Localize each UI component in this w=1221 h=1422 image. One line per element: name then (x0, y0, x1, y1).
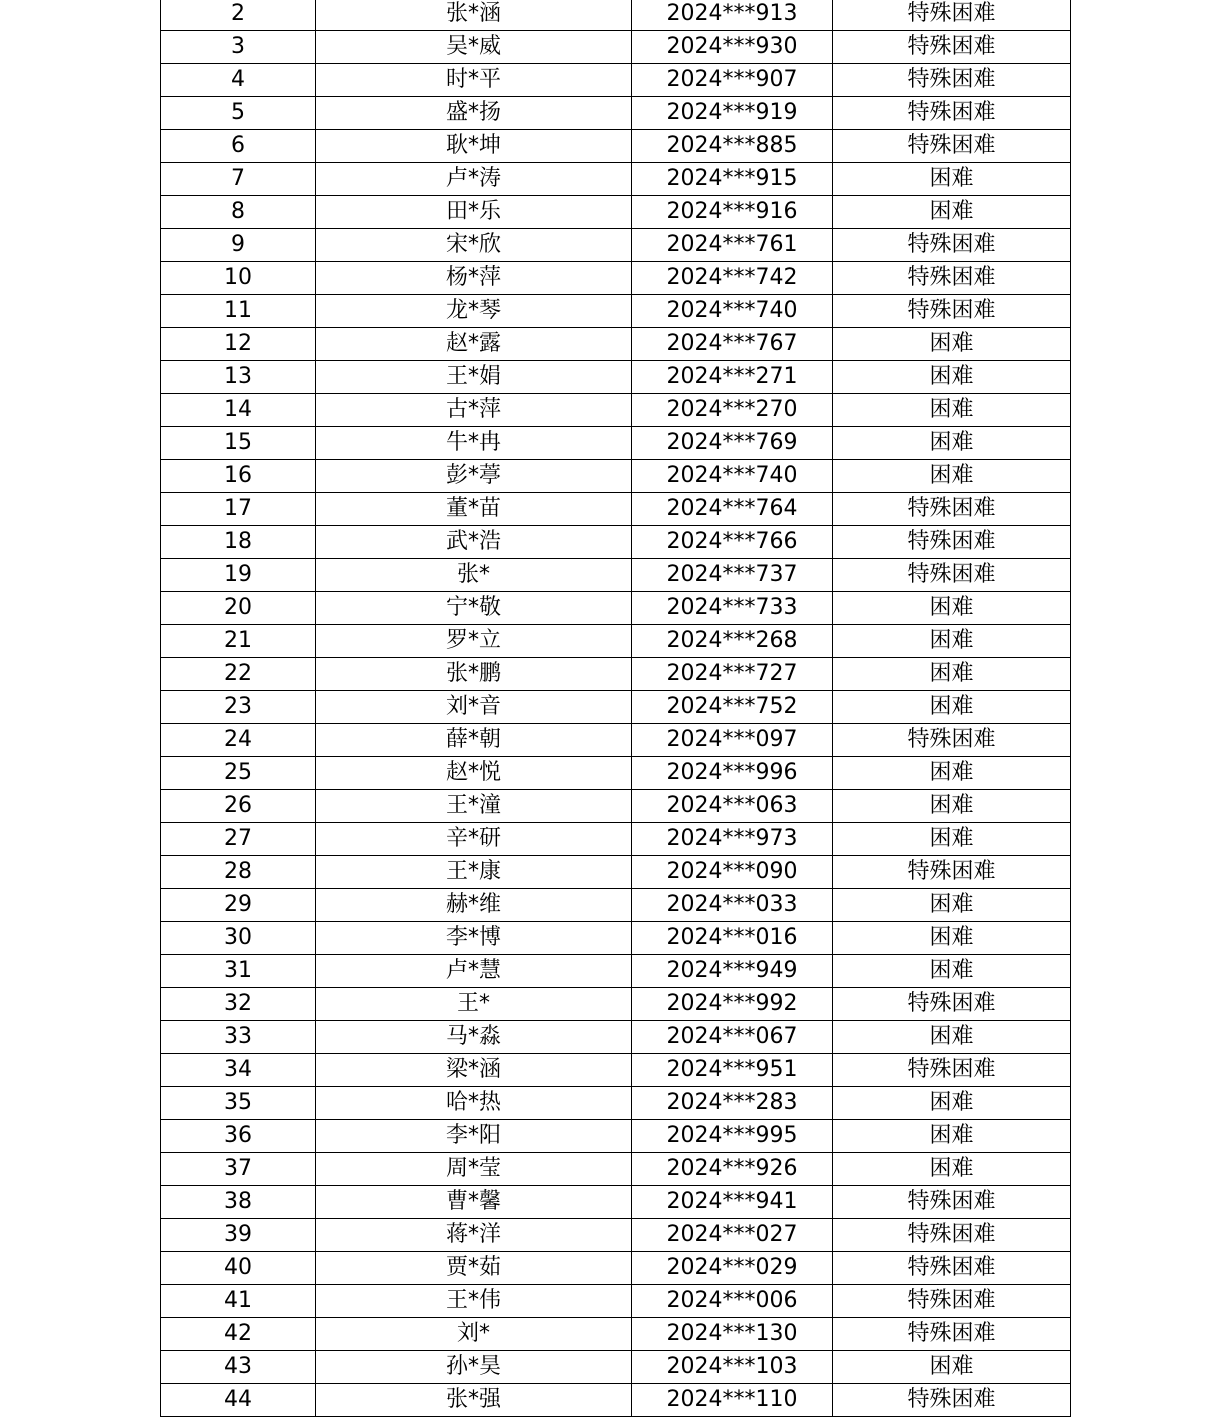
row-number-cell: 41 (161, 1285, 316, 1318)
student-name-cell: 马*淼 (316, 1021, 632, 1054)
student-id-cell: 2024***930 (632, 31, 833, 64)
student-name-cell: 张*鹏 (316, 658, 632, 691)
student-id-cell: 2024***103 (632, 1351, 833, 1384)
row-number-cell: 36 (161, 1120, 316, 1153)
difficulty-level-cell: 特殊困难 (833, 1219, 1071, 1252)
row-number-cell: 38 (161, 1186, 316, 1219)
difficulty-level-cell: 特殊困难 (833, 262, 1071, 295)
difficulty-level-cell: 特殊困难 (833, 1318, 1071, 1351)
difficulty-level-cell: 困难 (833, 328, 1071, 361)
table-row (161, 130, 1071, 163)
student-id-cell: 2024***063 (632, 790, 833, 823)
student-id-cell: 2024***740 (632, 460, 833, 493)
table-row (161, 1318, 1071, 1351)
row-number-cell: 3 (161, 31, 316, 64)
student-id-cell: 2024***951 (632, 1054, 833, 1087)
table-row (161, 526, 1071, 559)
table-row (161, 361, 1071, 394)
difficulty-level-cell: 困难 (833, 955, 1071, 988)
table-row (161, 658, 1071, 691)
difficulty-level-cell: 特殊困难 (833, 295, 1071, 328)
student-id-cell: 2024***769 (632, 427, 833, 460)
table-row (161, 1285, 1071, 1318)
student-name-cell: 卢*涛 (316, 163, 632, 196)
difficulty-level-cell: 困难 (833, 889, 1071, 922)
row-number-cell: 4 (161, 64, 316, 97)
table-row (161, 196, 1071, 229)
row-number-cell: 26 (161, 790, 316, 823)
student-id-cell: 2024***941 (632, 1186, 833, 1219)
difficulty-level-cell: 特殊困难 (833, 229, 1071, 262)
row-number-cell: 13 (161, 361, 316, 394)
student-name-cell: 古*萍 (316, 394, 632, 427)
student-id-cell: 2024***766 (632, 526, 833, 559)
student-id-cell: 2024***733 (632, 592, 833, 625)
table-row (161, 856, 1071, 889)
table-row (161, 724, 1071, 757)
student-id-cell: 2024***761 (632, 229, 833, 262)
difficulty-level-cell: 困难 (833, 691, 1071, 724)
row-number-cell: 40 (161, 1252, 316, 1285)
row-number-cell: 10 (161, 262, 316, 295)
student-name-cell: 孙*昊 (316, 1351, 632, 1384)
student-id-cell: 2024***027 (632, 1219, 833, 1252)
difficulty-level-cell: 困难 (833, 658, 1071, 691)
table-row (161, 1021, 1071, 1054)
table-row (161, 559, 1071, 592)
student-id-cell: 2024***764 (632, 493, 833, 526)
difficulty-level-cell: 特殊困难 (833, 31, 1071, 64)
table-row (161, 823, 1071, 856)
difficulty-level-cell: 特殊困难 (833, 0, 1071, 31)
row-number-cell: 20 (161, 592, 316, 625)
difficulty-level-cell: 特殊困难 (833, 526, 1071, 559)
student-name-cell: 宋*欣 (316, 229, 632, 262)
student-name-cell: 时*平 (316, 64, 632, 97)
table-row (161, 592, 1071, 625)
row-number-cell: 18 (161, 526, 316, 559)
row-number-cell: 34 (161, 1054, 316, 1087)
student-name-cell: 蒋*洋 (316, 1219, 632, 1252)
difficulty-level-cell: 特殊困难 (833, 724, 1071, 757)
table-row (161, 1252, 1071, 1285)
student-name-cell: 张*涵 (316, 0, 632, 31)
table-row (161, 1384, 1071, 1417)
row-number-cell: 42 (161, 1318, 316, 1351)
table-row (161, 163, 1071, 196)
row-number-cell: 17 (161, 493, 316, 526)
student-name-cell: 罗*立 (316, 625, 632, 658)
row-number-cell: 7 (161, 163, 316, 196)
difficulty-level-cell: 困难 (833, 361, 1071, 394)
student-name-cell: 曹*馨 (316, 1186, 632, 1219)
table-row (161, 1054, 1071, 1087)
table-row (161, 97, 1071, 130)
table-row (161, 31, 1071, 64)
difficulty-level-cell: 困难 (833, 1351, 1071, 1384)
student-name-cell: 赵*悦 (316, 757, 632, 790)
table-row (161, 493, 1071, 526)
difficulty-level-cell: 特殊困难 (833, 1054, 1071, 1087)
difficulty-level-cell: 特殊困难 (833, 1384, 1071, 1417)
row-number-cell: 25 (161, 757, 316, 790)
difficulty-level-cell: 特殊困难 (833, 64, 1071, 97)
student-name-cell: 盛*扬 (316, 97, 632, 130)
table-row (161, 1186, 1071, 1219)
student-id-cell: 2024***727 (632, 658, 833, 691)
difficulty-level-cell: 困难 (833, 394, 1071, 427)
student-name-cell: 彭*葶 (316, 460, 632, 493)
student-id-cell: 2024***097 (632, 724, 833, 757)
student-name-cell: 耿*坤 (316, 130, 632, 163)
student-id-cell: 2024***740 (632, 295, 833, 328)
row-number-cell: 15 (161, 427, 316, 460)
student-id-cell: 2024***090 (632, 856, 833, 889)
difficulty-level-cell: 特殊困难 (833, 130, 1071, 163)
student-name-cell: 贾*茹 (316, 1252, 632, 1285)
student-name-cell: 王*潼 (316, 790, 632, 823)
student-name-cell: 卢*慧 (316, 955, 632, 988)
difficulty-level-cell: 困难 (833, 1153, 1071, 1186)
row-number-cell: 32 (161, 988, 316, 1021)
table-row (161, 691, 1071, 724)
row-number-cell: 43 (161, 1351, 316, 1384)
student-id-cell: 2024***737 (632, 559, 833, 592)
student-list-table (160, 0, 1071, 1417)
student-id-cell: 2024***067 (632, 1021, 833, 1054)
table-row (161, 1120, 1071, 1153)
row-number-cell: 22 (161, 658, 316, 691)
table-row (161, 427, 1071, 460)
student-id-cell: 2024***742 (632, 262, 833, 295)
row-number-cell: 8 (161, 196, 316, 229)
table-row (161, 328, 1071, 361)
difficulty-level-cell: 特殊困难 (833, 1186, 1071, 1219)
difficulty-level-cell: 特殊困难 (833, 97, 1071, 130)
student-id-cell: 2024***110 (632, 1384, 833, 1417)
row-number-cell: 19 (161, 559, 316, 592)
student-id-cell: 2024***995 (632, 1120, 833, 1153)
student-name-cell: 薛*朝 (316, 724, 632, 757)
student-name-cell: 王*娟 (316, 361, 632, 394)
table-row (161, 1351, 1071, 1384)
student-name-cell: 董*苗 (316, 493, 632, 526)
student-id-cell: 2024***752 (632, 691, 833, 724)
row-number-cell: 30 (161, 922, 316, 955)
difficulty-level-cell: 困难 (833, 163, 1071, 196)
table-row (161, 229, 1071, 262)
table-row (161, 922, 1071, 955)
student-name-cell: 王*康 (316, 856, 632, 889)
difficulty-level-cell: 困难 (833, 1120, 1071, 1153)
difficulty-level-cell: 困难 (833, 460, 1071, 493)
student-name-cell: 赫*维 (316, 889, 632, 922)
row-number-cell: 33 (161, 1021, 316, 1054)
table-row (161, 1153, 1071, 1186)
student-name-cell: 赵*露 (316, 328, 632, 361)
difficulty-level-cell: 困难 (833, 823, 1071, 856)
student-id-cell: 2024***006 (632, 1285, 833, 1318)
student-name-cell: 宁*敬 (316, 592, 632, 625)
row-number-cell: 14 (161, 394, 316, 427)
row-number-cell: 27 (161, 823, 316, 856)
student-id-cell: 2024***016 (632, 922, 833, 955)
student-id-cell: 2024***992 (632, 988, 833, 1021)
table-row (161, 889, 1071, 922)
table-row (161, 0, 1071, 31)
difficulty-level-cell: 困难 (833, 427, 1071, 460)
difficulty-level-cell: 困难 (833, 922, 1071, 955)
student-name-cell: 哈*热 (316, 1087, 632, 1120)
table-row (161, 64, 1071, 97)
difficulty-level-cell: 困难 (833, 757, 1071, 790)
table-row (161, 1087, 1071, 1120)
student-name-cell: 武*浩 (316, 526, 632, 559)
row-number-cell: 44 (161, 1384, 316, 1417)
difficulty-level-cell: 特殊困难 (833, 1252, 1071, 1285)
student-name-cell: 刘* (316, 1318, 632, 1351)
row-number-cell: 35 (161, 1087, 316, 1120)
row-number-cell: 6 (161, 130, 316, 163)
row-number-cell: 24 (161, 724, 316, 757)
table-row (161, 790, 1071, 823)
student-id-cell: 2024***926 (632, 1153, 833, 1186)
row-number-cell: 9 (161, 229, 316, 262)
table-row (161, 625, 1071, 658)
row-number-cell: 21 (161, 625, 316, 658)
table-row (161, 262, 1071, 295)
student-list-body (161, 0, 1071, 1417)
table-row (161, 955, 1071, 988)
student-name-cell: 王*伟 (316, 1285, 632, 1318)
row-number-cell: 11 (161, 295, 316, 328)
student-id-cell: 2024***996 (632, 757, 833, 790)
difficulty-level-cell: 特殊困难 (833, 988, 1071, 1021)
student-id-cell: 2024***270 (632, 394, 833, 427)
student-name-cell: 张* (316, 559, 632, 592)
student-id-cell: 2024***767 (632, 328, 833, 361)
difficulty-level-cell: 困难 (833, 625, 1071, 658)
student-id-cell: 2024***907 (632, 64, 833, 97)
table-row (161, 394, 1071, 427)
student-id-cell: 2024***271 (632, 361, 833, 394)
student-name-cell: 龙*琴 (316, 295, 632, 328)
student-name-cell: 杨*萍 (316, 262, 632, 295)
student-name-cell: 牛*冉 (316, 427, 632, 460)
student-id-cell: 2024***033 (632, 889, 833, 922)
table-row (161, 295, 1071, 328)
student-name-cell: 田*乐 (316, 196, 632, 229)
row-number-cell: 39 (161, 1219, 316, 1252)
student-id-cell: 2024***949 (632, 955, 833, 988)
difficulty-level-cell: 特殊困难 (833, 493, 1071, 526)
difficulty-level-cell: 困难 (833, 196, 1071, 229)
difficulty-level-cell: 困难 (833, 592, 1071, 625)
row-number-cell: 37 (161, 1153, 316, 1186)
student-id-cell: 2024***913 (632, 0, 833, 31)
table-row (161, 460, 1071, 493)
row-number-cell: 29 (161, 889, 316, 922)
difficulty-level-cell: 特殊困难 (833, 559, 1071, 592)
row-number-cell: 2 (161, 0, 316, 31)
student-name-cell: 吴*威 (316, 31, 632, 64)
student-name-cell: 张*强 (316, 1384, 632, 1417)
difficulty-level-cell: 困难 (833, 1021, 1071, 1054)
student-name-cell: 辛*研 (316, 823, 632, 856)
student-id-cell: 2024***029 (632, 1252, 833, 1285)
table-row (161, 1219, 1071, 1252)
student-id-cell: 2024***916 (632, 196, 833, 229)
table-row (161, 757, 1071, 790)
student-name-cell: 梁*涵 (316, 1054, 632, 1087)
difficulty-level-cell: 特殊困难 (833, 1285, 1071, 1318)
student-id-cell: 2024***915 (632, 163, 833, 196)
row-number-cell: 5 (161, 97, 316, 130)
difficulty-level-cell: 特殊困难 (833, 856, 1071, 889)
student-name-cell: 王* (316, 988, 632, 1021)
student-name-cell: 刘*音 (316, 691, 632, 724)
student-id-cell: 2024***268 (632, 625, 833, 658)
row-number-cell: 31 (161, 955, 316, 988)
difficulty-level-cell: 困难 (833, 1087, 1071, 1120)
row-number-cell: 16 (161, 460, 316, 493)
student-name-cell: 周*莹 (316, 1153, 632, 1186)
student-id-cell: 2024***973 (632, 823, 833, 856)
row-number-cell: 23 (161, 691, 316, 724)
student-name-cell: 李*博 (316, 922, 632, 955)
difficulty-level-cell: 困难 (833, 790, 1071, 823)
student-id-cell: 2024***885 (632, 130, 833, 163)
student-id-cell: 2024***130 (632, 1318, 833, 1351)
student-id-cell: 2024***919 (632, 97, 833, 130)
student-id-cell: 2024***283 (632, 1087, 833, 1120)
row-number-cell: 28 (161, 856, 316, 889)
table-row (161, 988, 1071, 1021)
row-number-cell: 12 (161, 328, 316, 361)
student-name-cell: 李*阳 (316, 1120, 632, 1153)
